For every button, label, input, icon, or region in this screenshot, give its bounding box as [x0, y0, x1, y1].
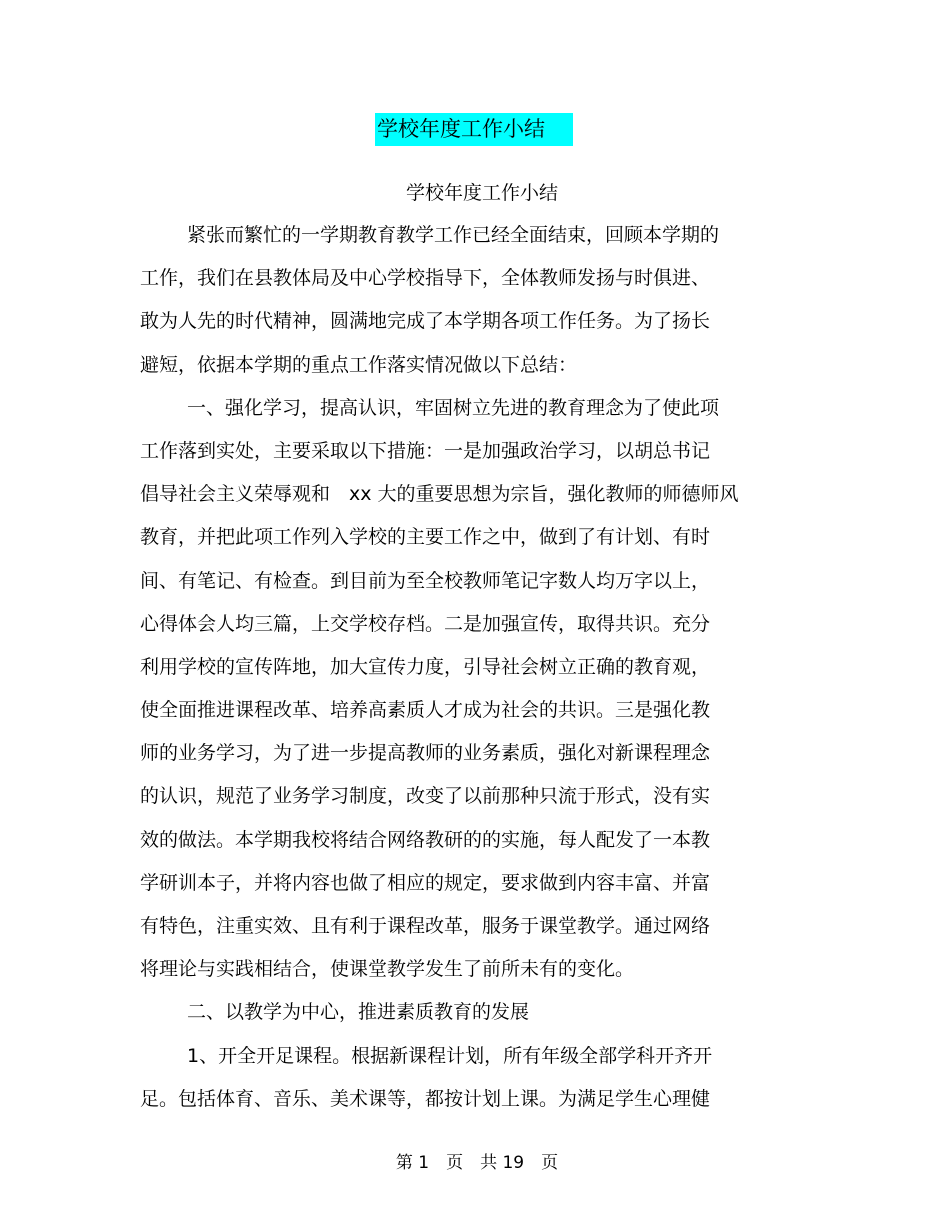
body-line: 学研训本子，并将内容也做了相应的规定，要求做到内容丰富、并富 — [140, 871, 711, 894]
body-line: 效的做法。本学期我校将结合网络教研的的实施，每人配发了一本教 — [140, 828, 711, 851]
body-line: 的认识，规范了业务学习制度，改变了以前那种只流于形式，没有实 — [140, 785, 711, 808]
body-line: 师的业务学习，为了进一步提高教师的业务素质，强化对新课程理念 — [140, 742, 711, 765]
document-heading: 学校年度工作小结 — [375, 113, 573, 146]
section-heading: 二、以教学为中心，推进素质教育的发展 — [187, 1001, 530, 1024]
document-subheading: 学校年度工作小结 — [405, 182, 558, 204]
document-body — [140, 218, 800, 1125]
body-line: 倡导社会主义荣辱观和 xx 大的重要思想为宗旨，强化教师的师德师风 — [140, 483, 739, 506]
body-line: 避短，依据本学期的重点工作落实情况做以下总结： — [140, 353, 578, 376]
body-line: 足。包括体育、音乐、美术课等，都按计划上课。为满足学生心理健 — [140, 1087, 711, 1110]
body-line: 利用学校的宣传阵地，加大宣传力度，引导社会树立正确的教育观， — [140, 655, 711, 678]
body-line: 使全面推进课程改革、培养高素质人才成为社会的共识。三是强化教 — [140, 699, 711, 722]
body-line: 敢为人先的时代精神，圆满地完成了本学期各项工作任务。为了扬长 — [140, 310, 711, 333]
body-line: 心得体会人均三篇，上交学校存档。二是加强宣传，取得共识。充分 — [140, 612, 711, 635]
body-line: 教育，并把此项工作列入学校的主要工作之中，做到了有计划、有时 — [140, 526, 711, 549]
body-line: 工作，我们在县教体局及中心学校指导下，全体教师发扬与时俱进、 — [140, 267, 711, 290]
body-line: 有特色，注重实效、且有利于课程改革，服务于课堂教学。通过网络 — [140, 915, 711, 937]
body-line: 1、开全开足课程。根据新课程计划，所有年级全部学科开齐开 — [187, 1044, 713, 1067]
body-line: 一、强化学习，提高认识，牢固树立先进的教育理念为了使此项 — [187, 396, 720, 419]
body-line: 间、有笔记、有检查。到目前为至全校教师笔记字数人均万字以上， — [140, 569, 711, 592]
body-line: 紧张而繁忙的一学期教育教学工作已经全面结束，回顾本学期的 — [187, 224, 720, 246]
page-footer: 第 1 页 共 19 页 — [395, 1153, 559, 1173]
body-line: 工作落到实处，主要采取以下措施：一是加强政治学习，以胡总书记 — [140, 439, 711, 462]
body-line: 将理论与实践相结合，使课堂教学发生了前所未有的变化。 — [140, 958, 635, 981]
